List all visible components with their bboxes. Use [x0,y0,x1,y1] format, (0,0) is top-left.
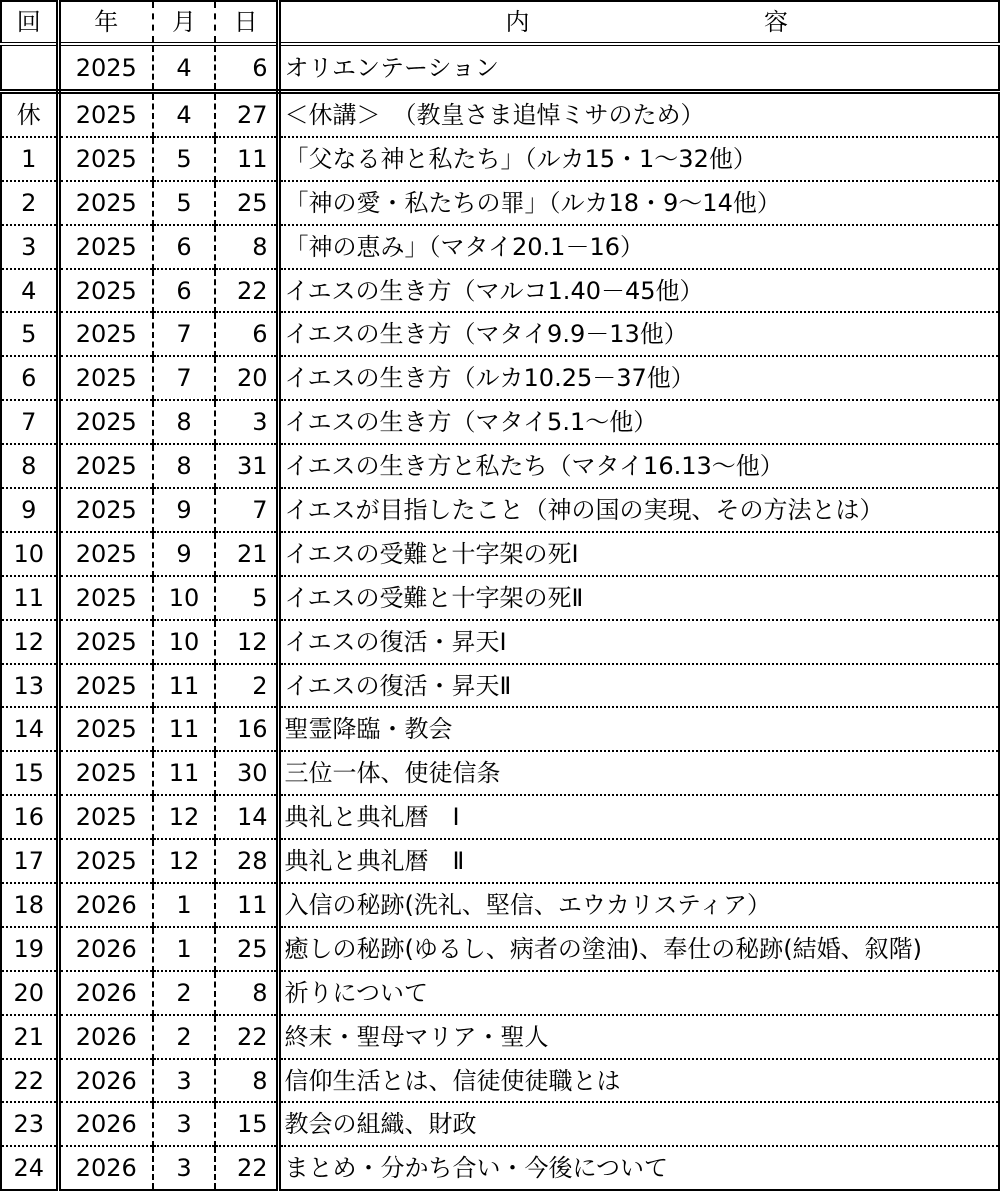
cell-day: 8 [215,1059,278,1103]
cell-month: 10 [153,576,215,620]
cell-day: 8 [215,225,278,269]
cell-content: 癒しの秘跡(ゆるし、病者の塗油)、奉仕の秘跡(結婚、叙階) [278,927,999,971]
cell-no: 5 [1,312,58,356]
cell-month: 12 [153,839,215,883]
cell-month: 12 [153,795,215,839]
table-row [1,269,999,313]
cell-month: 2 [153,1015,215,1059]
table-row [1,444,999,488]
cell-year: 2025 [58,488,153,532]
cell-no: 23 [1,1102,58,1146]
cell-month: 10 [153,620,215,664]
cell-year: 2025 [58,137,153,181]
cell-year: 2025 [58,707,153,751]
cell-day: 5 [215,576,278,620]
cell-day: 11 [215,137,278,181]
cell-day: 30 [215,751,278,795]
cell-no: 7 [1,400,58,444]
cell-content: イエスの生き方（マタイ5.1～他） [278,400,999,444]
cell-no [1,44,58,92]
table-row [1,795,999,839]
cell-year: 2026 [58,1146,153,1190]
cell-no: 13 [1,664,58,708]
cell-year: 2026 [58,883,153,927]
cell-no: 4 [1,269,58,313]
cell-year: 2025 [58,751,153,795]
cell-content: 祈りについて [278,971,999,1015]
orientation-row [1,44,999,92]
cell-month: 3 [153,1146,215,1190]
cell-month: 9 [153,488,215,532]
cell-year: 2025 [58,444,153,488]
cell-month: 2 [153,971,215,1015]
cell-year: 2026 [58,1015,153,1059]
table-row [1,1102,999,1146]
header-day: 日 [215,1,278,44]
cell-year: 2025 [58,312,153,356]
cell-no: 20 [1,971,58,1015]
cell-year: 2025 [58,356,153,400]
cell-content: イエスの復活・昇天Ⅱ [278,664,999,708]
table-row [1,839,999,883]
cell-year: 2025 [58,795,153,839]
cell-content: イエスの生き方（マルコ1.40－45他） [278,269,999,313]
table-row [1,707,999,751]
cell-day: 15 [215,1102,278,1146]
cell-no: 休 [1,92,58,137]
cell-content: 入信の秘跡(洗礼、堅信、エウカリスティア） [278,883,999,927]
cell-month: 3 [153,1059,215,1103]
cell-year: 2026 [58,1102,153,1146]
table-row [1,400,999,444]
table-row [1,1015,999,1059]
table-row [1,883,999,927]
cell-day: 22 [215,1146,278,1190]
cell-day: 16 [215,707,278,751]
table-row [1,312,999,356]
table-row [1,576,999,620]
table-row [1,1059,999,1103]
cell-year: 2025 [58,620,153,664]
cell-month: 6 [153,225,215,269]
cell-no: 14 [1,707,58,751]
cell-day: 22 [215,269,278,313]
cell-year: 2025 [58,400,153,444]
cell-content: イエスの生き方（マタイ9.9－13他） [278,312,999,356]
cell-month: 7 [153,356,215,400]
cell-year: 2025 [58,225,153,269]
cell-no: 22 [1,1059,58,1103]
cell-month: 5 [153,181,215,225]
cell-content: 「神の恵み」（マタイ20.1－16） [278,225,999,269]
cell-content: 「神の愛・私たちの罪」（ルカ18・9～14他） [278,181,999,225]
cell-year: 2025 [58,92,153,137]
cell-content: 典礼と典礼暦 Ⅱ [278,839,999,883]
cell-content: イエスの生き方（ルカ10.25－37他） [278,356,999,400]
cell-month: 3 [153,1102,215,1146]
table-row [1,181,999,225]
table-row [1,356,999,400]
cell-day: 6 [215,312,278,356]
cell-day: 25 [215,927,278,971]
cell-no: 10 [1,532,58,576]
cell-no: 8 [1,444,58,488]
cell-year: 2026 [58,927,153,971]
cell-no: 1 [1,137,58,181]
cell-month: 6 [153,269,215,313]
cell-content: 「父なる神と私たち」（ルカ15・1～32他） [278,137,999,181]
table-row [1,620,999,664]
cell-no: 3 [1,225,58,269]
cell-content: オリエンテーション [278,44,999,92]
header-month: 月 [153,1,215,44]
cell-day: 20 [215,356,278,400]
cell-day: 14 [215,795,278,839]
header-year: 年 [58,1,153,44]
cell-day: 27 [215,92,278,137]
cell-day: 2 [215,664,278,708]
cell-content: イエスの受難と十字架の死Ⅰ [278,532,999,576]
cell-content: イエスの受難と十字架の死Ⅱ [278,576,999,620]
cell-month: 8 [153,400,215,444]
cell-year: 2025 [58,839,153,883]
cell-day: 21 [215,532,278,576]
cell-no: 2 [1,181,58,225]
cell-no: 17 [1,839,58,883]
cell-day: 8 [215,971,278,1015]
cell-no: 12 [1,620,58,664]
cell-month: 7 [153,312,215,356]
cell-month: 11 [153,751,215,795]
cell-no: 21 [1,1015,58,1059]
header-no: 回 [1,1,58,44]
cell-day: 28 [215,839,278,883]
cell-content: 終末・聖母マリア・聖人 [278,1015,999,1059]
cell-content: 三位一体、使徒信条 [278,751,999,795]
cell-no: 19 [1,927,58,971]
header-content [278,1,999,44]
cell-month: 4 [153,92,215,137]
cell-month: 4 [153,44,215,92]
header-row [1,1,999,44]
cell-content: 聖霊降臨・教会 [278,707,999,751]
header-content-2: 容 [764,8,788,36]
table-row [1,137,999,181]
cell-content: ＜休講＞ （教皇さま追悼ミサのため） [278,92,999,137]
table-row [1,927,999,971]
cell-no: 9 [1,488,58,532]
cell-month: 8 [153,444,215,488]
table-row [1,532,999,576]
cell-day: 12 [215,620,278,664]
cell-day: 11 [215,883,278,927]
cell-year: 2026 [58,1059,153,1103]
table-row [1,664,999,708]
cell-no: 18 [1,883,58,927]
cell-content: まとめ・分かち合い・今後について [278,1146,999,1190]
cell-content: 典礼と典礼暦 Ⅰ [278,795,999,839]
cell-month: 1 [153,927,215,971]
cell-content: イエスが目指したこと（神の国の実現、その方法とは） [278,488,999,532]
cell-day: 7 [215,488,278,532]
header-content-1: 内 [505,8,530,36]
cell-content: イエスの生き方と私たち（マタイ16.13～他） [278,444,999,488]
cell-content: イエスの復活・昇天Ⅰ [278,620,999,664]
cell-no: 6 [1,356,58,400]
cell-day: 25 [215,181,278,225]
table-row [1,1146,999,1190]
cell-year: 2025 [58,576,153,620]
cell-year: 2025 [58,269,153,313]
cell-year: 2025 [58,532,153,576]
cell-no: 24 [1,1146,58,1190]
table-row [1,92,999,137]
cell-year: 2025 [58,181,153,225]
cell-month: 5 [153,137,215,181]
cell-content: 教会の組織、財政 [278,1102,999,1146]
cell-day: 22 [215,1015,278,1059]
cell-month: 1 [153,883,215,927]
cell-year: 2025 [58,664,153,708]
cell-month: 11 [153,664,215,708]
cell-month: 11 [153,707,215,751]
cell-no: 16 [1,795,58,839]
table-row [1,488,999,532]
cell-year: 2025 [58,44,153,92]
cell-day: 3 [215,400,278,444]
table-row [1,751,999,795]
table-row [1,971,999,1015]
table-row [1,225,999,269]
cell-content: 信仰生活とは、信徒使徒職とは [278,1059,999,1103]
cell-day: 6 [215,44,278,92]
cell-no: 11 [1,576,58,620]
cell-year: 2026 [58,971,153,1015]
cell-no: 15 [1,751,58,795]
cell-month: 9 [153,532,215,576]
cell-day: 31 [215,444,278,488]
